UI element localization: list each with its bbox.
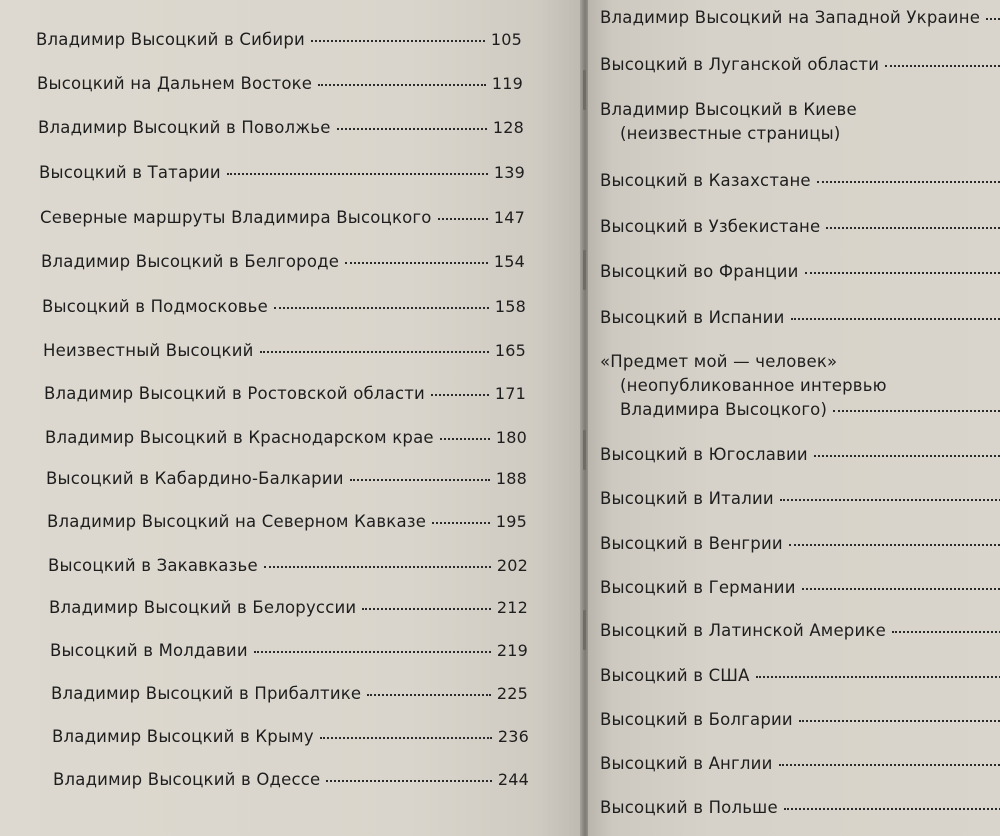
toc-entry-page: 219 <box>496 641 528 660</box>
toc-entry-page: 128 <box>492 118 524 137</box>
toc-entry[interactable] <box>600 666 1000 685</box>
toc-entry-subtitle: (неизвестные страницы) <box>620 124 841 143</box>
dot-leader <box>350 479 490 481</box>
dot-leader <box>826 227 1000 229</box>
toc-entry-title: Владимир Высоцкий в Сибири <box>36 30 305 49</box>
dot-leader <box>799 720 1000 722</box>
toc-entry[interactable] <box>36 30 522 49</box>
dot-leader <box>318 84 486 86</box>
toc-entry[interactable] <box>38 118 524 137</box>
dot-leader <box>779 764 1000 766</box>
toc-entry-page: 195 <box>495 512 527 531</box>
toc-entry[interactable] <box>37 74 523 93</box>
toc-entry-page: 244 <box>497 770 529 789</box>
toc-entry[interactable] <box>600 534 1000 553</box>
toc-entry-title: Высоцкий в Венгрии <box>600 534 783 553</box>
toc-entry[interactable] <box>45 428 527 447</box>
dot-leader <box>791 318 1000 320</box>
dot-leader <box>986 18 1000 20</box>
toc-entry[interactable] <box>44 384 526 403</box>
toc-entry-page: 236 <box>497 727 529 746</box>
toc-entry-title: Высоцкий в Молдавии <box>50 641 248 660</box>
toc-entry-page: 202 <box>496 556 528 575</box>
toc-entry-title: Высоцкий в Кабардино-Балкарии <box>46 469 344 488</box>
toc-entry-multiline[interactable] <box>600 350 1000 422</box>
toc-entry[interactable] <box>39 163 525 182</box>
toc-entry[interactable] <box>47 512 527 531</box>
dot-leader <box>817 181 1000 183</box>
dot-leader <box>756 676 1000 678</box>
dot-leader <box>320 737 492 739</box>
toc-entry-page: 212 <box>496 598 528 617</box>
dot-leader <box>274 307 489 309</box>
toc-entry-page: 171 <box>494 384 526 403</box>
toc-entry-title: Владимир Высоцкий на Северном Кавказе <box>47 512 427 531</box>
toc-entry-subtitle: Владимира Высоцкого) <box>620 400 828 419</box>
toc-entry[interactable] <box>50 641 528 660</box>
toc-entry[interactable] <box>600 489 1000 508</box>
toc-entry-page: 119 <box>491 74 523 93</box>
dot-leader <box>337 128 487 130</box>
dot-leader <box>833 410 1000 412</box>
toc-entry[interactable] <box>600 308 1000 327</box>
toc-entry-title: Владимир Высоцкий в Киеве <box>600 100 857 119</box>
toc-entry-title: Высоцкий на Дальнем Востоке <box>37 74 313 93</box>
dot-leader <box>885 65 1000 67</box>
toc-entry[interactable] <box>600 217 1000 236</box>
toc-entry[interactable] <box>43 341 526 360</box>
dot-leader <box>362 608 491 610</box>
dot-leader <box>254 651 491 653</box>
toc-entry-page: 188 <box>495 469 527 488</box>
toc-entry-title: Высоцкий в Луганской области <box>600 55 880 74</box>
toc-entry-page: 147 <box>493 208 525 227</box>
toc-entry-multiline[interactable] <box>600 98 1000 146</box>
toc-entry-title: Высоцкий в Германии <box>600 578 796 597</box>
dot-leader <box>432 522 490 524</box>
toc-entry[interactable] <box>42 297 526 316</box>
toc-entry-title: Владимир Высоцкий в Поволжье <box>38 118 331 137</box>
binding-stitch <box>583 610 586 650</box>
dot-leader <box>789 544 1000 546</box>
toc-entry-title: Высоцкий в Узбекистане <box>600 217 821 236</box>
dot-leader <box>260 351 489 353</box>
right-page <box>588 0 1000 836</box>
binding-stitch <box>583 430 586 470</box>
toc-entry[interactable] <box>600 55 1000 74</box>
toc-entry-title: Высоцкий в Польше <box>600 798 778 817</box>
dot-leader <box>345 262 488 264</box>
toc-entry-title: Высоцкий в Подмосковье <box>42 297 268 316</box>
toc-entry-page: 105 <box>490 30 522 49</box>
toc-entry-title: Высоцкий во Франции <box>600 262 799 281</box>
toc-entry-title: Высоцкий в Югославии <box>600 445 808 464</box>
dot-leader <box>814 455 1000 457</box>
toc-entry-title: «Предмет мой — человек» <box>600 352 838 371</box>
toc-entry[interactable] <box>52 727 529 746</box>
dot-leader <box>311 40 485 42</box>
toc-entry[interactable] <box>600 798 1000 817</box>
toc-entry-title: Высоцкий в Англии <box>600 754 773 773</box>
toc-entry-page: 165 <box>494 341 526 360</box>
dot-leader <box>440 438 490 440</box>
dot-leader <box>780 499 1000 501</box>
toc-entry[interactable] <box>600 578 1000 597</box>
toc-entry-title: Владимир Высоцкий в Ростовской области <box>44 384 425 403</box>
toc-entry-title: Высоцкий в Латинской Америке <box>600 621 886 640</box>
toc-entry-title: Высоцкий в Болгарии <box>600 710 793 729</box>
dot-leader <box>431 394 489 396</box>
toc-entry[interactable] <box>48 556 528 575</box>
dot-leader <box>892 631 1000 633</box>
toc-entry-lastline <box>600 398 1000 422</box>
toc-entry[interactable] <box>46 469 527 488</box>
toc-entry[interactable] <box>49 598 528 617</box>
toc-entry-title: Владимир Высоцкий в Одессе <box>53 770 321 789</box>
toc-entry-page: 154 <box>493 252 525 271</box>
toc-entry[interactable] <box>600 171 1000 190</box>
toc-entry-title: Владимир Высоцкий в Крыму <box>52 727 314 746</box>
dot-leader <box>367 694 491 696</box>
dot-leader <box>805 272 1000 274</box>
toc-entry[interactable] <box>41 252 525 271</box>
dot-leader <box>227 173 488 175</box>
toc-entry[interactable] <box>40 208 525 227</box>
toc-entry-title: Владимир Высоцкий в Белоруссии <box>49 598 357 617</box>
toc-entry-title: Высоцкий в Казахстане <box>600 171 811 190</box>
dot-leader <box>264 566 491 568</box>
dot-leader <box>802 588 1000 590</box>
dot-leader <box>326 780 491 782</box>
toc-entry-title: Северные маршруты Владимира Высоцкого <box>40 208 432 227</box>
toc-entry[interactable] <box>53 770 529 789</box>
toc-entry[interactable] <box>600 621 1000 640</box>
toc-entry[interactable] <box>600 710 1000 729</box>
toc-entry[interactable] <box>600 754 1000 773</box>
dot-leader <box>784 808 1000 810</box>
toc-entry[interactable] <box>600 445 1000 464</box>
toc-entry-title: Владимир Высоцкий в Краснодарском крае <box>45 428 434 447</box>
toc-entry-title: Неизвестный Высоцкий <box>43 341 254 360</box>
binding-stitch <box>583 250 586 290</box>
toc-entry-page: 225 <box>496 684 528 703</box>
toc-entry-page: 158 <box>494 297 526 316</box>
dot-leader <box>438 218 488 220</box>
toc-entry-title: Владимир Высоцкий в Белгороде <box>41 252 340 271</box>
toc-entry-title: Высоцкий в Татарии <box>39 163 221 182</box>
toc-entry-title: Владимир Высоцкий на Западной Украине <box>600 8 981 27</box>
toc-entry-page: 139 <box>493 163 525 182</box>
toc-entry[interactable] <box>600 262 1000 281</box>
toc-entry-title: Высоцкий в США <box>600 666 750 685</box>
toc-entry-title: Высоцкий в Закавказье <box>48 556 258 575</box>
binding-stitch <box>583 70 586 110</box>
toc-entry[interactable] <box>600 8 1000 27</box>
toc-entry-page: 180 <box>495 428 527 447</box>
toc-entry-title: Владимир Высоцкий в Прибалтике <box>51 684 362 703</box>
toc-entry-title: Высоцкий в Италии <box>600 489 774 508</box>
toc-entry[interactable] <box>51 684 528 703</box>
toc-entry-title: Высоцкий в Испании <box>600 308 785 327</box>
toc-entry-subtitle: (неопубликованное интервью <box>620 376 887 395</box>
